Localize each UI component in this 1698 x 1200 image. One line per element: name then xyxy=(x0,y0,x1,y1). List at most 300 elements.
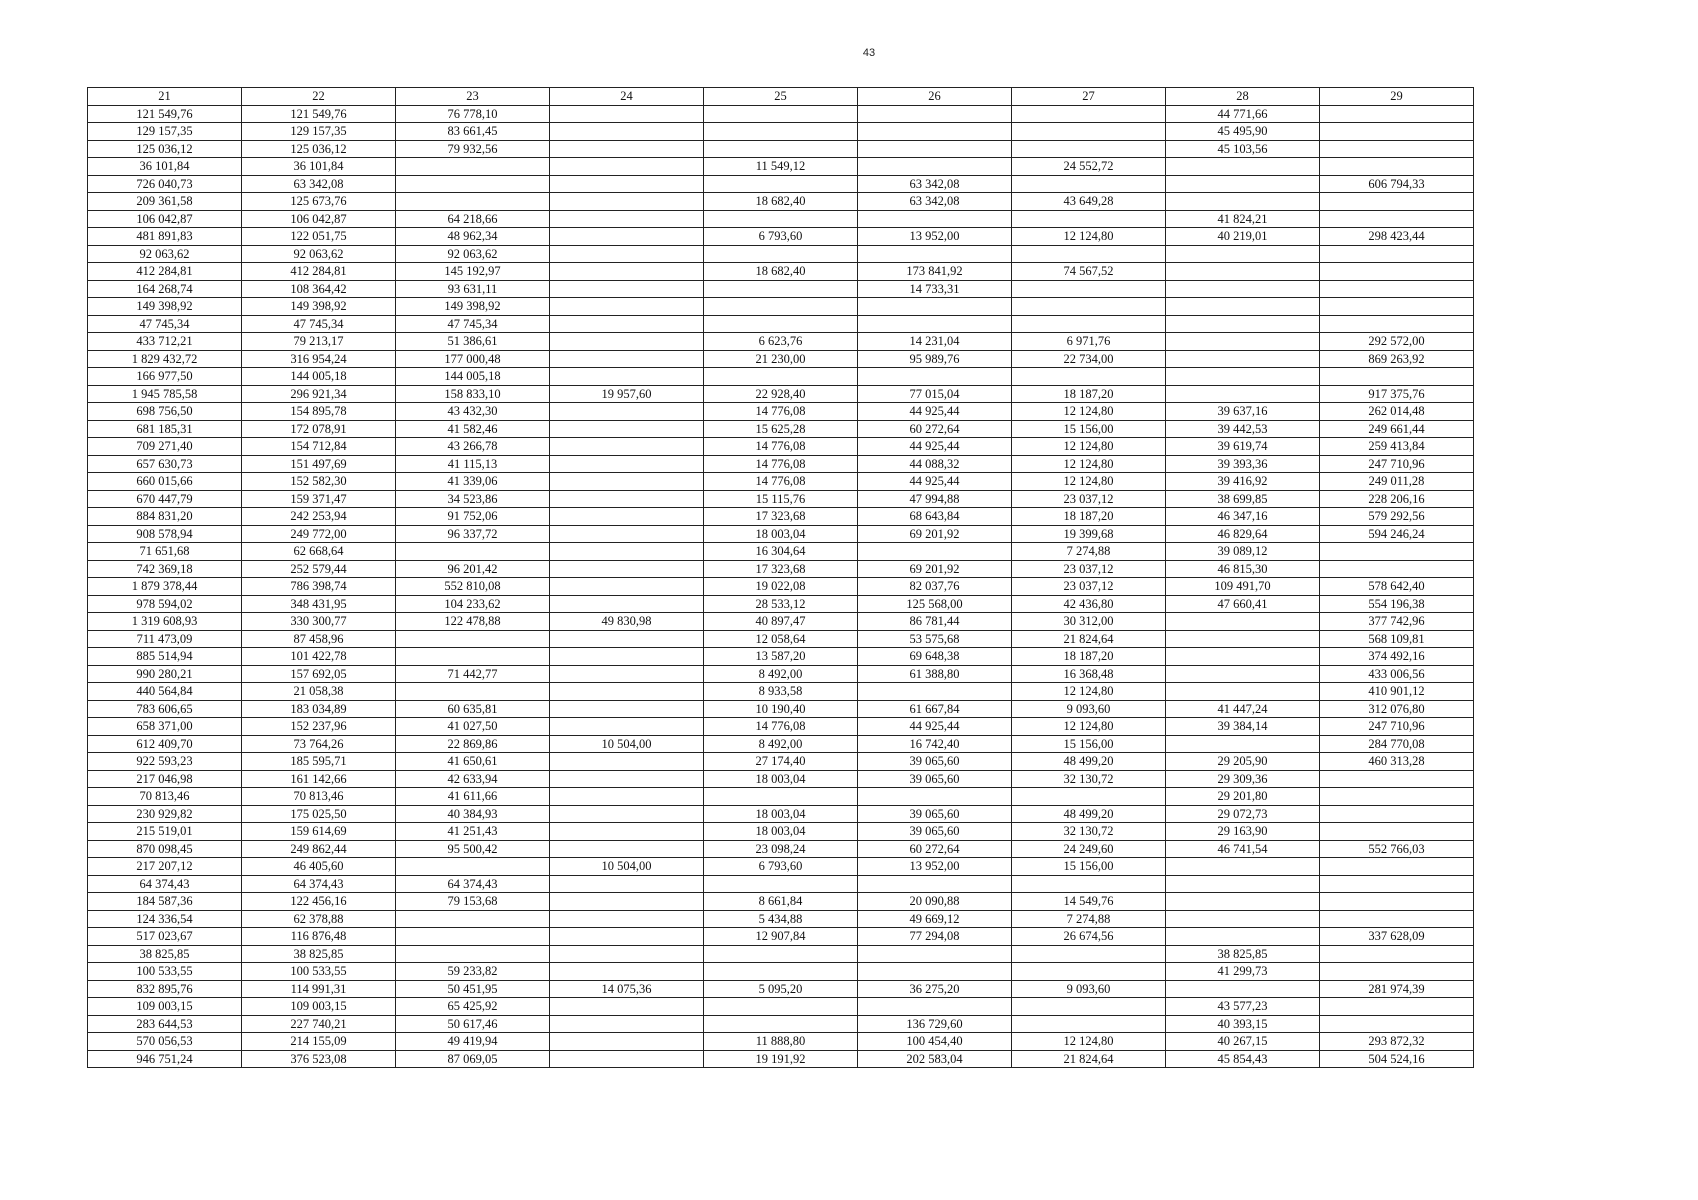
table-cell xyxy=(1320,280,1474,298)
table-cell xyxy=(550,420,704,438)
table-cell: 32 130,72 xyxy=(1012,770,1166,788)
table-cell: 20 090,88 xyxy=(858,893,1012,911)
table-row xyxy=(88,840,1474,858)
table-cell: 29 309,36 xyxy=(1166,770,1320,788)
table-cell xyxy=(1166,385,1320,403)
table-cell: 64 374,43 xyxy=(88,875,242,893)
table-cell xyxy=(1320,963,1474,981)
table-cell: 79 932,56 xyxy=(396,140,550,158)
table-cell: 101 422,78 xyxy=(242,648,396,666)
table-cell: 698 756,50 xyxy=(88,403,242,421)
table-cell: 5 095,20 xyxy=(704,980,858,998)
table-cell: 1 879 378,44 xyxy=(88,578,242,596)
table-cell: 6 971,76 xyxy=(1012,333,1166,351)
table-cell: 18 187,20 xyxy=(1012,648,1166,666)
table-cell: 32 130,72 xyxy=(1012,823,1166,841)
column-header: 29 xyxy=(1320,88,1474,106)
table-cell: 96 201,42 xyxy=(396,560,550,578)
table-cell: 63 342,08 xyxy=(858,175,1012,193)
table-cell: 12 124,80 xyxy=(1012,403,1166,421)
table-cell xyxy=(858,298,1012,316)
table-row xyxy=(88,683,1474,701)
table-cell xyxy=(550,998,704,1016)
table-cell: 125 568,00 xyxy=(858,595,1012,613)
table-cell: 869 263,92 xyxy=(1320,350,1474,368)
table-cell: 38 825,85 xyxy=(242,945,396,963)
table-cell: 116 876,48 xyxy=(242,928,396,946)
table-cell: 15 115,76 xyxy=(704,490,858,508)
table-cell: 34 523,86 xyxy=(396,490,550,508)
table-cell xyxy=(704,963,858,981)
table-cell: 18 003,04 xyxy=(704,805,858,823)
table-cell: 40 393,15 xyxy=(1166,1015,1320,1033)
table-cell: 23 037,12 xyxy=(1012,560,1166,578)
table-cell: 144 005,18 xyxy=(242,368,396,386)
table-cell xyxy=(550,245,704,263)
table-cell: 298 423,44 xyxy=(1320,228,1474,246)
table-cell: 121 549,76 xyxy=(242,105,396,123)
table-cell: 12 124,80 xyxy=(1012,718,1166,736)
table-cell: 249 772,00 xyxy=(242,525,396,543)
table-cell xyxy=(550,893,704,911)
table-cell: 177 000,48 xyxy=(396,350,550,368)
table-cell xyxy=(1166,175,1320,193)
table-cell: 46 829,64 xyxy=(1166,525,1320,543)
table-cell: 62 378,88 xyxy=(242,910,396,928)
table-cell: 249 011,28 xyxy=(1320,473,1474,491)
table-cell: 19 957,60 xyxy=(550,385,704,403)
table-cell: 109 003,15 xyxy=(88,998,242,1016)
table-cell: 504 524,16 xyxy=(1320,1050,1474,1068)
table-cell: 46 815,30 xyxy=(1166,560,1320,578)
table-cell xyxy=(550,1015,704,1033)
table-cell xyxy=(1320,263,1474,281)
table-cell: 215 519,01 xyxy=(88,823,242,841)
table-row xyxy=(88,893,1474,911)
table-cell: 376 523,08 xyxy=(242,1050,396,1068)
table-cell: 39 619,74 xyxy=(1166,438,1320,456)
table-cell: 40 219,01 xyxy=(1166,228,1320,246)
table-cell xyxy=(550,175,704,193)
table-cell: 152 237,96 xyxy=(242,718,396,736)
table-row xyxy=(88,1015,1474,1033)
table-cell: 990 280,21 xyxy=(88,665,242,683)
table-cell: 136 729,60 xyxy=(858,1015,1012,1033)
table-cell: 38 699,85 xyxy=(1166,490,1320,508)
table-cell: 104 233,62 xyxy=(396,595,550,613)
table-cell: 114 991,31 xyxy=(242,980,396,998)
column-header: 21 xyxy=(88,88,242,106)
table-cell xyxy=(550,928,704,946)
table-cell: 157 692,05 xyxy=(242,665,396,683)
table-cell xyxy=(550,595,704,613)
table-cell: 151 497,69 xyxy=(242,455,396,473)
table-cell: 77 294,08 xyxy=(858,928,1012,946)
table-row xyxy=(88,578,1474,596)
table-cell: 69 648,38 xyxy=(858,648,1012,666)
table-cell: 60 635,81 xyxy=(396,700,550,718)
table-cell: 61 388,80 xyxy=(858,665,1012,683)
table-cell xyxy=(704,945,858,963)
table-cell: 21 824,64 xyxy=(1012,630,1166,648)
table-cell xyxy=(858,998,1012,1016)
table-cell xyxy=(1320,910,1474,928)
table-cell xyxy=(704,998,858,1016)
table-cell: 262 014,48 xyxy=(1320,403,1474,421)
table-cell: 39 065,60 xyxy=(858,805,1012,823)
table-row xyxy=(88,1033,1474,1051)
table-cell xyxy=(704,245,858,263)
table-cell: 144 005,18 xyxy=(396,368,550,386)
table-cell xyxy=(550,700,704,718)
table-cell xyxy=(1166,665,1320,683)
table-row xyxy=(88,858,1474,876)
table-cell: 68 643,84 xyxy=(858,508,1012,526)
table-cell: 122 051,75 xyxy=(242,228,396,246)
table-cell: 412 284,81 xyxy=(88,263,242,281)
table-row xyxy=(88,963,1474,981)
table-cell: 23 037,12 xyxy=(1012,490,1166,508)
table-cell xyxy=(1012,875,1166,893)
table-cell: 568 109,81 xyxy=(1320,630,1474,648)
table-cell: 154 895,78 xyxy=(242,403,396,421)
table-cell: 73 764,26 xyxy=(242,735,396,753)
table-cell xyxy=(704,368,858,386)
table-cell xyxy=(1012,280,1166,298)
table-cell xyxy=(1012,245,1166,263)
table-cell: 284 770,08 xyxy=(1320,735,1474,753)
table-cell xyxy=(1166,263,1320,281)
table-cell: 612 409,70 xyxy=(88,735,242,753)
table-cell xyxy=(1166,298,1320,316)
table-cell: 21 824,64 xyxy=(1012,1050,1166,1068)
table-cell: 660 015,66 xyxy=(88,473,242,491)
table-cell: 374 492,16 xyxy=(1320,648,1474,666)
table-cell: 709 271,40 xyxy=(88,438,242,456)
table-cell: 149 398,92 xyxy=(242,298,396,316)
table-cell: 96 337,72 xyxy=(396,525,550,543)
table-cell: 7 274,88 xyxy=(1012,543,1166,561)
table-cell: 86 781,44 xyxy=(858,613,1012,631)
table-cell xyxy=(704,280,858,298)
table-cell: 39 065,60 xyxy=(858,753,1012,771)
table-cell: 77 015,04 xyxy=(858,385,1012,403)
table-cell xyxy=(550,280,704,298)
table-row xyxy=(88,630,1474,648)
table-cell: 45 103,56 xyxy=(1166,140,1320,158)
table-cell: 185 595,71 xyxy=(242,753,396,771)
table-cell: 922 593,23 xyxy=(88,753,242,771)
table-cell xyxy=(550,210,704,228)
table-cell: 552 810,08 xyxy=(396,578,550,596)
table-cell: 129 157,35 xyxy=(88,123,242,141)
table-cell: 293 872,32 xyxy=(1320,1033,1474,1051)
table-cell: 125 036,12 xyxy=(88,140,242,158)
table-cell: 92 063,62 xyxy=(396,245,550,263)
table-cell: 312 076,80 xyxy=(1320,700,1474,718)
table-cell xyxy=(1166,350,1320,368)
table-cell: 433 712,21 xyxy=(88,333,242,351)
table-cell: 69 201,92 xyxy=(858,560,1012,578)
table-cell: 917 375,76 xyxy=(1320,385,1474,403)
column-header: 22 xyxy=(242,88,396,106)
table-cell: 44 925,44 xyxy=(858,718,1012,736)
table-cell xyxy=(858,875,1012,893)
table-cell: 44 925,44 xyxy=(858,438,1012,456)
table-cell xyxy=(550,543,704,561)
table-cell: 9 093,60 xyxy=(1012,980,1166,998)
table-cell xyxy=(704,298,858,316)
table-cell: 11 549,12 xyxy=(704,158,858,176)
table-row xyxy=(88,490,1474,508)
table-cell xyxy=(858,788,1012,806)
table-cell: 481 891,83 xyxy=(88,228,242,246)
table-cell xyxy=(396,158,550,176)
table-cell: 95 500,42 xyxy=(396,840,550,858)
table-cell xyxy=(396,945,550,963)
table-cell xyxy=(1166,893,1320,911)
table-row xyxy=(88,228,1474,246)
table-cell: 95 989,76 xyxy=(858,350,1012,368)
table-cell: 79 213,17 xyxy=(242,333,396,351)
table-cell: 71 651,68 xyxy=(88,543,242,561)
table-cell: 183 034,89 xyxy=(242,700,396,718)
table-cell: 14 733,31 xyxy=(858,280,1012,298)
table-cell: 726 040,73 xyxy=(88,175,242,193)
table-cell: 10 504,00 xyxy=(550,735,704,753)
table-row xyxy=(88,280,1474,298)
table-cell: 249 661,44 xyxy=(1320,420,1474,438)
table-cell xyxy=(1320,543,1474,561)
table-cell xyxy=(550,333,704,351)
table-cell: 64 374,43 xyxy=(396,875,550,893)
table-cell xyxy=(858,158,1012,176)
table-cell: 175 025,50 xyxy=(242,805,396,823)
table-cell: 18 187,20 xyxy=(1012,508,1166,526)
table-cell: 43 577,23 xyxy=(1166,998,1320,1016)
table-cell: 412 284,81 xyxy=(242,263,396,281)
table-cell xyxy=(1320,245,1474,263)
table-cell: 12 124,80 xyxy=(1012,473,1166,491)
table-cell: 8 933,58 xyxy=(704,683,858,701)
table-cell xyxy=(550,438,704,456)
table-cell xyxy=(396,683,550,701)
table-cell: 100 533,55 xyxy=(242,963,396,981)
table-cell: 16 742,40 xyxy=(858,735,1012,753)
table-cell: 173 841,92 xyxy=(858,263,1012,281)
table-cell: 14 776,08 xyxy=(704,438,858,456)
table-cell: 11 888,80 xyxy=(704,1033,858,1051)
table-row xyxy=(88,945,1474,963)
table-cell xyxy=(1012,123,1166,141)
table-cell: 594 246,24 xyxy=(1320,525,1474,543)
table-cell: 12 058,64 xyxy=(704,630,858,648)
table-cell: 91 752,06 xyxy=(396,508,550,526)
table-cell xyxy=(704,123,858,141)
table-cell: 292 572,00 xyxy=(1320,333,1474,351)
table-cell xyxy=(1012,1015,1166,1033)
table-cell: 832 895,76 xyxy=(88,980,242,998)
table-cell: 579 292,56 xyxy=(1320,508,1474,526)
table-cell: 40 897,47 xyxy=(704,613,858,631)
table-cell: 658 371,00 xyxy=(88,718,242,736)
table-cell: 76 778,10 xyxy=(396,105,550,123)
table-cell: 1 945 785,58 xyxy=(88,385,242,403)
table-cell xyxy=(1012,140,1166,158)
table-cell xyxy=(1012,105,1166,123)
table-cell: 17 323,68 xyxy=(704,508,858,526)
table-cell: 64 374,43 xyxy=(242,875,396,893)
table-cell: 5 434,88 xyxy=(704,910,858,928)
table-cell: 13 952,00 xyxy=(858,858,1012,876)
table-cell: 22 734,00 xyxy=(1012,350,1166,368)
table-cell: 252 579,44 xyxy=(242,560,396,578)
table-cell: 29 072,73 xyxy=(1166,805,1320,823)
table-cell: 885 514,94 xyxy=(88,648,242,666)
table-cell xyxy=(858,963,1012,981)
table-cell: 16 304,64 xyxy=(704,543,858,561)
table-cell: 29 201,80 xyxy=(1166,788,1320,806)
table-row xyxy=(88,910,1474,928)
table-cell xyxy=(550,193,704,211)
table-cell xyxy=(704,788,858,806)
table-cell: 330 300,77 xyxy=(242,613,396,631)
table-cell: 42 436,80 xyxy=(1012,595,1166,613)
table-cell: 8 492,00 xyxy=(704,665,858,683)
table-cell xyxy=(1166,193,1320,211)
table-cell: 106 042,87 xyxy=(88,210,242,228)
column-header: 27 xyxy=(1012,88,1166,106)
table-cell: 47 994,88 xyxy=(858,490,1012,508)
table-cell: 296 921,34 xyxy=(242,385,396,403)
table-cell xyxy=(1320,105,1474,123)
table-cell: 41 611,66 xyxy=(396,788,550,806)
table-cell: 46 741,54 xyxy=(1166,840,1320,858)
table-cell xyxy=(550,560,704,578)
table-cell xyxy=(396,928,550,946)
table-cell: 49 669,12 xyxy=(858,910,1012,928)
table-cell: 440 564,84 xyxy=(88,683,242,701)
column-header: 26 xyxy=(858,88,1012,106)
table-cell: 63 342,08 xyxy=(242,175,396,193)
table-cell: 129 157,35 xyxy=(242,123,396,141)
table-row xyxy=(88,560,1474,578)
table-cell xyxy=(550,315,704,333)
table-cell: 154 712,84 xyxy=(242,438,396,456)
table-cell: 164 268,74 xyxy=(88,280,242,298)
table-cell: 214 155,09 xyxy=(242,1033,396,1051)
table-row xyxy=(88,735,1474,753)
page-number: 43 xyxy=(862,47,876,59)
column-header: 25 xyxy=(704,88,858,106)
table-cell: 14 549,76 xyxy=(1012,893,1166,911)
table-cell xyxy=(550,875,704,893)
table-cell: 43 266,78 xyxy=(396,438,550,456)
table-cell xyxy=(1320,945,1474,963)
table-cell: 24 249,60 xyxy=(1012,840,1166,858)
table-cell xyxy=(1320,858,1474,876)
table-row xyxy=(88,788,1474,806)
table-cell: 19 191,92 xyxy=(704,1050,858,1068)
table-cell: 51 386,61 xyxy=(396,333,550,351)
table-cell: 47 745,34 xyxy=(396,315,550,333)
table-cell: 30 312,00 xyxy=(1012,613,1166,631)
table-row xyxy=(88,648,1474,666)
table-cell xyxy=(1012,175,1166,193)
table-cell: 681 185,31 xyxy=(88,420,242,438)
table-cell: 60 272,64 xyxy=(858,420,1012,438)
table-cell xyxy=(1320,123,1474,141)
table-cell: 227 740,21 xyxy=(242,1015,396,1033)
table-row xyxy=(88,875,1474,893)
table-cell xyxy=(550,823,704,841)
table-cell xyxy=(550,263,704,281)
table-cell: 39 637,16 xyxy=(1166,403,1320,421)
table-cell: 152 582,30 xyxy=(242,473,396,491)
table-cell: 46 347,16 xyxy=(1166,508,1320,526)
table-cell xyxy=(1166,683,1320,701)
table-cell: 145 192,97 xyxy=(396,263,550,281)
table-cell xyxy=(550,665,704,683)
table-cell: 259 413,84 xyxy=(1320,438,1474,456)
table-cell: 39 442,53 xyxy=(1166,420,1320,438)
table-cell: 44 925,44 xyxy=(858,473,1012,491)
table-cell xyxy=(396,175,550,193)
table-cell xyxy=(550,683,704,701)
table-cell xyxy=(858,945,1012,963)
table-row xyxy=(88,613,1474,631)
table-cell: 15 156,00 xyxy=(1012,858,1166,876)
table-cell xyxy=(704,875,858,893)
table-cell: 281 974,39 xyxy=(1320,980,1474,998)
table-cell: 45 495,90 xyxy=(1166,123,1320,141)
table-cell xyxy=(1166,245,1320,263)
table-cell: 517 023,67 xyxy=(88,928,242,946)
table-cell: 946 751,24 xyxy=(88,1050,242,1068)
table-row xyxy=(88,123,1474,141)
table-cell xyxy=(550,123,704,141)
table-cell xyxy=(550,963,704,981)
table-cell: 9 093,60 xyxy=(1012,700,1166,718)
table-cell: 10 190,40 xyxy=(704,700,858,718)
table-cell: 15 156,00 xyxy=(1012,735,1166,753)
table-cell xyxy=(1320,823,1474,841)
table-cell xyxy=(550,1033,704,1051)
table-cell: 39 065,60 xyxy=(858,823,1012,841)
table-cell: 47 745,34 xyxy=(242,315,396,333)
table-cell: 8 492,00 xyxy=(704,735,858,753)
table-cell xyxy=(550,718,704,736)
table-cell xyxy=(550,350,704,368)
table-cell: 783 606,65 xyxy=(88,700,242,718)
table-cell xyxy=(858,368,1012,386)
table-cell: 433 006,56 xyxy=(1320,665,1474,683)
table-cell xyxy=(1320,193,1474,211)
table-cell: 16 368,48 xyxy=(1012,665,1166,683)
table-cell xyxy=(1166,333,1320,351)
table-cell: 6 793,60 xyxy=(704,858,858,876)
table-cell xyxy=(1012,210,1166,228)
table-cell xyxy=(550,788,704,806)
table-cell: 23 098,24 xyxy=(704,840,858,858)
table-cell: 41 447,24 xyxy=(1166,700,1320,718)
table-cell: 13 952,00 xyxy=(858,228,1012,246)
table-cell xyxy=(858,140,1012,158)
table-cell: 18 187,20 xyxy=(1012,385,1166,403)
table-cell: 149 398,92 xyxy=(88,298,242,316)
table-cell xyxy=(550,140,704,158)
table-cell: 870 098,45 xyxy=(88,840,242,858)
